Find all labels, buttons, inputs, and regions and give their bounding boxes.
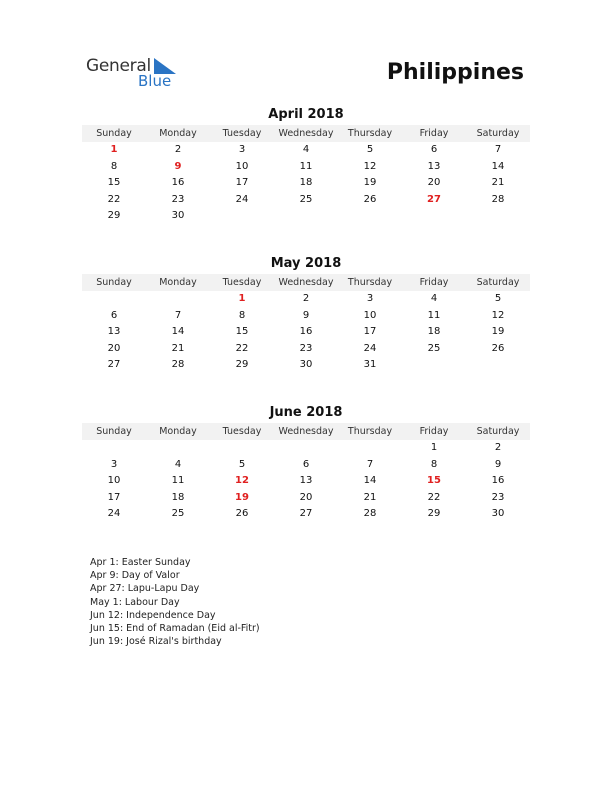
day-cell [402, 357, 466, 374]
weekday-label: Saturday [476, 277, 520, 288]
day-cell: 14 [491, 160, 505, 172]
holiday-day-cell: 19 [235, 491, 249, 503]
day-cell: 26 [235, 508, 249, 520]
month-calendar [82, 107, 530, 225]
month-calendar [82, 256, 530, 374]
country-title: Philippines [386, 60, 524, 85]
day-cell [146, 291, 210, 308]
holiday-list-item: Apr 27: Lapu-Lapu Day [90, 583, 200, 595]
day-cell: 11 [299, 160, 313, 172]
day-cell: 4 [430, 293, 438, 304]
week-row [82, 159, 530, 176]
week-row [82, 192, 530, 209]
day-cell: 1 [430, 442, 438, 453]
month-calendar [82, 405, 530, 523]
day-cell: 27 [299, 508, 313, 520]
weekday-label: Friday [419, 128, 449, 139]
day-cell [338, 440, 402, 457]
day-cell: 26 [363, 193, 377, 205]
weekday-header-row [82, 274, 530, 291]
day-cell: 29 [427, 508, 441, 520]
month-title: June 2018 [269, 405, 343, 420]
weekday-label: Thursday [347, 128, 393, 139]
weekday-label: Tuesday [222, 128, 262, 139]
day-cell: 29 [107, 210, 121, 222]
weekday-label: Sunday [96, 277, 132, 288]
weekday-label: Wednesday [278, 128, 334, 139]
day-cell: 17 [363, 326, 377, 338]
week-row [82, 357, 530, 374]
holiday-list-item: Jun 12: Independence Day [90, 609, 216, 621]
day-cell: 21 [171, 342, 185, 354]
week-row [82, 291, 530, 308]
day-cell: 10 [235, 160, 249, 172]
week-row [82, 341, 530, 358]
day-cell: 9 [302, 309, 310, 321]
week-row [82, 473, 530, 490]
day-cell: 9 [494, 458, 502, 470]
logo-word-blue: Blue [138, 72, 172, 90]
day-cell: 24 [363, 342, 377, 354]
holiday-list [90, 556, 260, 648]
day-cell: 3 [238, 144, 246, 155]
day-cell [210, 208, 274, 225]
day-cell: 18 [427, 326, 441, 338]
day-cell: 20 [427, 177, 441, 189]
day-cell: 12 [491, 309, 505, 321]
day-cell: 21 [363, 491, 377, 503]
day-cell: 31 [363, 359, 377, 371]
day-cell: 14 [363, 475, 377, 487]
day-cell: 23 [491, 491, 505, 503]
day-cell: 10 [107, 475, 121, 487]
holiday-list-item: Apr 9: Day of Valor [90, 570, 180, 582]
weekday-label: Thursday [347, 426, 393, 437]
day-cell: 16 [299, 326, 313, 338]
day-cell: 15 [107, 177, 121, 189]
day-cell [338, 208, 402, 225]
weekday-header-row [82, 423, 530, 440]
day-cell: 28 [171, 359, 185, 371]
weekday-label: Sunday [96, 128, 132, 139]
weekday-label: Monday [159, 426, 197, 437]
weekday-label: Monday [159, 277, 197, 288]
day-cell: 11 [427, 309, 441, 321]
day-cell: 25 [299, 193, 313, 205]
day-cell [274, 440, 338, 457]
weekday-label: Tuesday [222, 426, 262, 437]
holiday-day-cell: 9 [174, 160, 182, 172]
day-cell: 29 [235, 359, 249, 371]
day-cell [210, 440, 274, 457]
week-row [82, 440, 530, 457]
day-cell: 27 [107, 359, 121, 371]
holiday-list-item: Apr 1: Easter Sunday [90, 557, 191, 568]
day-cell: 22 [427, 491, 441, 503]
week-row [82, 208, 530, 225]
day-cell: 6 [430, 144, 438, 155]
day-cell [82, 440, 146, 457]
day-cell: 13 [299, 475, 313, 487]
day-cell: 12 [363, 160, 377, 172]
day-cell: 10 [363, 309, 377, 321]
day-cell: 15 [235, 326, 249, 338]
day-cell: 28 [363, 508, 377, 520]
day-cell: 2 [302, 293, 310, 304]
holiday-list-item: Jun 19: José Rizal's birthday [90, 636, 222, 648]
day-cell [274, 208, 338, 225]
day-cell: 25 [427, 342, 441, 354]
day-cell [402, 208, 466, 225]
holiday-day-cell: 12 [235, 475, 249, 487]
day-cell: 13 [107, 326, 121, 338]
day-cell: 2 [494, 442, 502, 453]
weekday-label: Tuesday [222, 277, 262, 288]
holiday-list-item: May 1: Labour Day [90, 596, 180, 608]
week-row [82, 308, 530, 325]
day-cell: 6 [110, 309, 118, 321]
day-cell: 18 [171, 491, 185, 503]
month-title: April 2018 [268, 107, 344, 122]
day-cell: 23 [299, 342, 313, 354]
day-cell [146, 440, 210, 457]
weekday-label: Thursday [347, 277, 393, 288]
week-row [82, 175, 530, 192]
day-cell: 26 [491, 342, 505, 354]
day-cell: 6 [302, 458, 310, 470]
generalblue-logo [86, 56, 196, 92]
day-cell: 25 [171, 508, 185, 520]
day-cell: 2 [174, 144, 182, 155]
weekday-label: Sunday [96, 426, 132, 437]
day-cell: 3 [366, 293, 374, 304]
weekday-label: Wednesday [278, 277, 334, 288]
month-title: May 2018 [270, 256, 342, 271]
holiday-day-cell: 27 [427, 193, 441, 205]
day-cell: 5 [494, 293, 502, 304]
day-cell: 3 [110, 458, 118, 470]
day-cell: 5 [238, 458, 246, 470]
holiday-list-item: Jun 15: End of Ramadan (Eid al-Fitr) [90, 623, 260, 635]
day-cell: 14 [171, 326, 185, 338]
week-row [82, 506, 530, 523]
day-cell [466, 208, 530, 225]
week-row [82, 324, 530, 341]
holiday-day-cell: 1 [238, 293, 246, 304]
day-cell: 18 [299, 177, 313, 189]
day-cell: 20 [299, 491, 313, 503]
day-cell: 19 [363, 177, 377, 189]
day-cell: 17 [235, 177, 249, 189]
day-cell: 17 [107, 491, 121, 503]
day-cell: 8 [238, 309, 246, 321]
day-cell: 28 [491, 193, 505, 205]
day-cell: 8 [110, 160, 118, 172]
day-cell: 5 [366, 144, 374, 155]
day-cell: 24 [235, 193, 249, 205]
day-cell: 11 [171, 475, 185, 487]
day-cell: 13 [427, 160, 441, 172]
day-cell [82, 291, 146, 308]
day-cell: 30 [491, 508, 505, 520]
day-cell: 24 [107, 508, 121, 520]
logo-word-general: General [86, 56, 151, 76]
day-cell: 7 [494, 144, 502, 155]
day-cell: 16 [491, 475, 505, 487]
day-cell: 7 [366, 458, 374, 470]
day-cell: 30 [171, 210, 185, 222]
day-cell: 4 [302, 144, 310, 155]
weekday-label: Monday [159, 128, 197, 139]
weekday-label: Saturday [476, 426, 520, 437]
weekday-label: Friday [419, 426, 449, 437]
week-row [82, 490, 530, 507]
day-cell [466, 357, 530, 374]
day-cell: 23 [171, 193, 185, 205]
day-cell: 19 [491, 326, 505, 338]
day-cell: 22 [107, 193, 121, 205]
day-cell: 22 [235, 342, 249, 354]
holiday-day-cell: 1 [110, 144, 118, 155]
day-cell: 20 [107, 342, 121, 354]
weekday-header-row [82, 125, 530, 142]
day-cell: 16 [171, 177, 185, 189]
week-row [82, 457, 530, 474]
weekday-label: Friday [419, 277, 449, 288]
day-cell: 30 [299, 359, 313, 371]
weekday-label: Wednesday [278, 426, 334, 437]
holiday-day-cell: 15 [427, 475, 441, 487]
day-cell: 7 [174, 309, 182, 321]
weekday-label: Saturday [476, 128, 520, 139]
day-cell: 8 [430, 458, 438, 470]
week-row [82, 142, 530, 159]
day-cell: 4 [174, 458, 182, 470]
day-cell: 21 [491, 177, 505, 189]
